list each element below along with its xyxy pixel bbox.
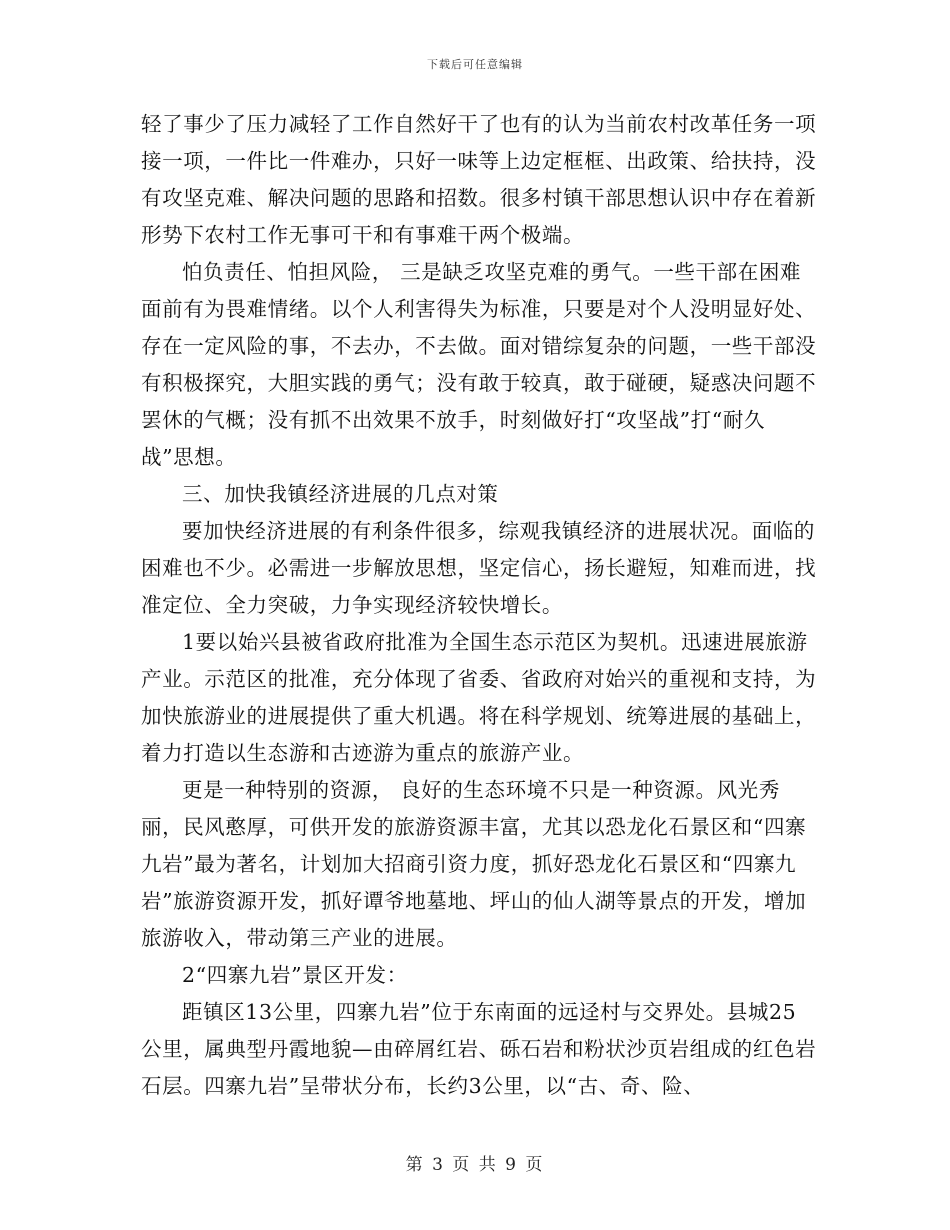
- document-body: [141, 106, 817, 1105]
- section-heading: 三、加快我镇经济进展的几点对策: [182, 482, 499, 506]
- paragraph-3: 要加快经济进展的有利条件很多，综观我镇经济的进展状况。面临的困难也不少。必需进一步解放思想，坚定信心，扬长避短，知难而进，找准定位、全力突破，力争实现经济较快增长。: [141, 519, 817, 617]
- paragraph-2: 怕负责任、怕担风险， 三是缺乏攻坚克难的勇气。一些干部在困难面前有为畏难情绪。以个人利害得失为标准，只要是对个人没明显好处、存在一定风险的事，不去办，不去做。面对错综复杂的问题，一些干部没有积极探究，大胆实践的勇气；没有敢于较真，敢于碰硬，疑惑决问题不罢休的气概；没有抓不出效果不放手，时刻做好打“攻坚战”打“耐久战”思想。: [141, 260, 817, 469]
- paragraph-4: 1要以始兴县被省政府批准为全国生态示范区为契机。迅速进展旅游产业。示范区的批准，充分体现了省委、省政府对始兴的重视和支持，为加快旅游业的进展提供了重大机遇。将在科学规划、统筹进展的基础上，着力打造以生态游和古迹游为重点的旅游产业。: [141, 630, 817, 765]
- page-header: 下载后可任意编辑: [427, 58, 523, 71]
- subsection-heading: 2“四寨九岩”景区开发：: [182, 963, 408, 987]
- paragraph-6: 距镇区13公里，四寨九岩”位于东南面的远迳村与交界处。县城25公里，属典型丹霞地貌—由碎屑红岩、砾石岩和粉状沙页岩组成的红色岩石层。四寨九岩”呈带状分布，长约3公里，以“古、奇、险、: [141, 1000, 817, 1098]
- paragraph-5: 更是一种特别的资源， 良好的生态环境不只是一种资源。风光秀丽，民风憨厚，可供开发的旅游资源丰富，尤其以恐龙化石景区和“四寨九岩”最为著名，计划加大招商引资力度，抓好恐龙化石景区和“四寨九岩”旅游资源开发，抓好谭爷地墓地、坪山的仙人湖等景点的开发，增加旅游收入，带动第三产业的进展。: [141, 778, 807, 950]
- page-number: 第 3 页 共 9 页: [405, 1155, 545, 1175]
- paragraph-1: 轻了事少了压力减轻了工作自然好干了也有的认为当前农村改革任务一项接一项，一件比一件难办，只好一味等上边定框框、出政策、给扶持，没有攻坚克难、解决问题的思路和招数。很多村镇干部思想认识中存在着新形势下农村工作无事可干和有事难干两个极端。: [141, 112, 817, 247]
